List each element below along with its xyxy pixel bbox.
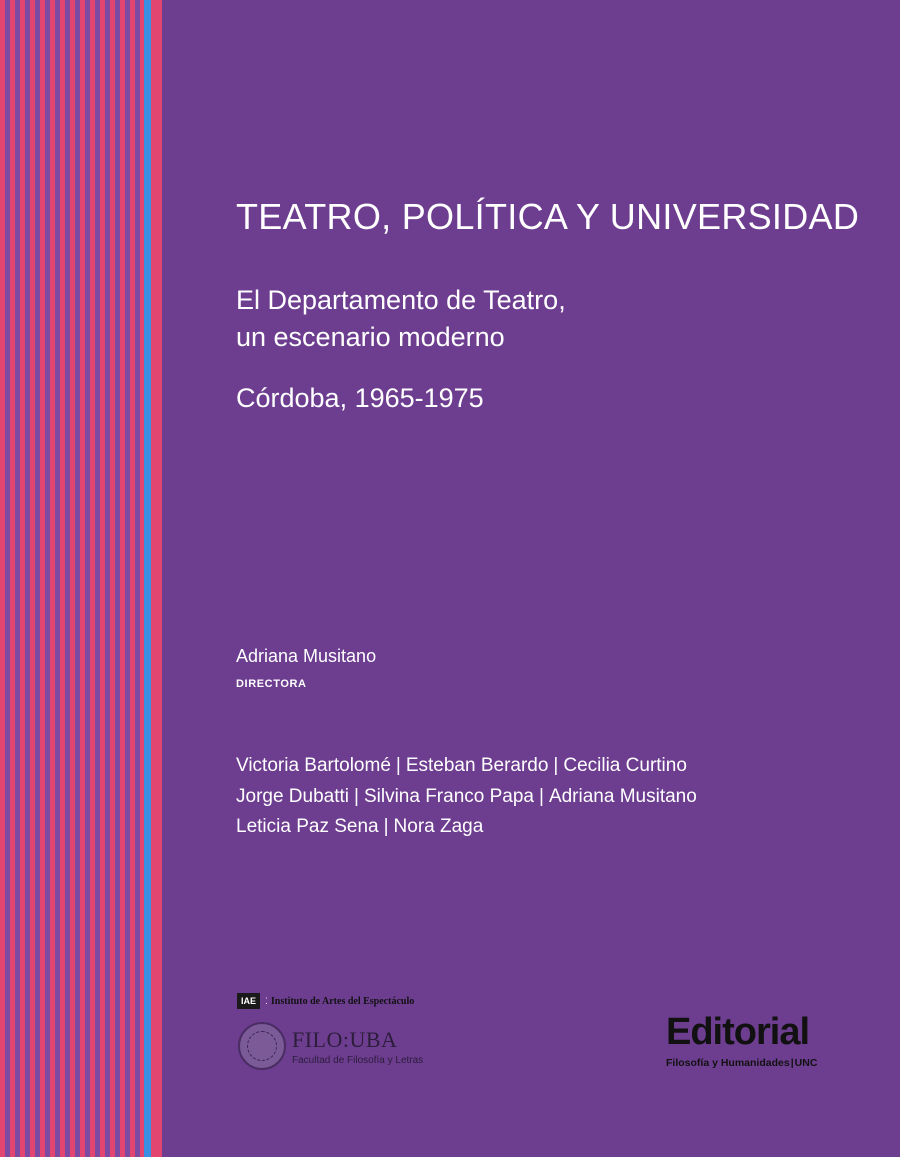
- author: Leticia Paz Sena: [236, 816, 379, 837]
- author: Adriana Musitano: [548, 785, 697, 807]
- author: Victoria Bartolomé: [236, 755, 391, 776]
- director-role: DIRECTORA: [236, 678, 307, 690]
- author-separator: |: [383, 816, 389, 837]
- filo-uba-logo: [238, 1022, 423, 1070]
- director-name: Adriana Musitano: [236, 646, 377, 666]
- author: Cecilia Curtino: [563, 755, 687, 776]
- iae-abbrev: IAE: [237, 993, 260, 1009]
- author: Esteban Berardo: [405, 755, 549, 776]
- editorial-separator: |: [790, 1057, 794, 1069]
- author-separator: |: [395, 755, 401, 776]
- author: Nora Zaga: [393, 816, 484, 837]
- book-subtitle: [236, 282, 836, 356]
- iae-logo: [237, 993, 414, 1009]
- filo-subtitle: Facultad de Filosofía y Letras: [292, 1054, 424, 1066]
- author-separator: |: [539, 785, 544, 807]
- author: Jorge Dubatti: [236, 785, 350, 807]
- decorative-red-edge: [151, 0, 160, 1157]
- filo-name: FILO:UBA: [292, 1026, 398, 1052]
- decorative-blue-band: [144, 0, 151, 1157]
- university-seal-icon: [238, 1022, 286, 1070]
- book-title: TEATRO, POLÍTICA Y UNIVERSIDAD: [236, 196, 860, 237]
- author-separator: |: [553, 755, 559, 776]
- author-row: [236, 782, 836, 813]
- author-separator: |: [354, 785, 359, 807]
- author-row: [236, 812, 836, 843]
- author: Silvina Franco Papa: [363, 785, 534, 807]
- editorial-subtitle-a: Filosofía y Humanidades: [666, 1057, 790, 1069]
- author-list: [236, 751, 836, 843]
- subtitle-line-2: un escenario moderno: [236, 322, 505, 352]
- iae-dots-icon: ⁚: [265, 995, 268, 1006]
- author-row: [236, 751, 836, 782]
- editorial-subtitle-b: UNC: [794, 1057, 818, 1069]
- iae-name: Instituto de Artes del Espectáculo: [270, 995, 415, 1007]
- subtitle-line-1: El Departamento de Teatro,: [236, 285, 566, 315]
- editorial-name: Editorial: [666, 1011, 810, 1053]
- editorial-subtitle: [666, 1057, 817, 1069]
- place-dates: Córdoba, 1965-1975: [236, 383, 484, 413]
- decorative-stripes: [0, 0, 162, 1157]
- editorial-logo: [666, 1012, 817, 1069]
